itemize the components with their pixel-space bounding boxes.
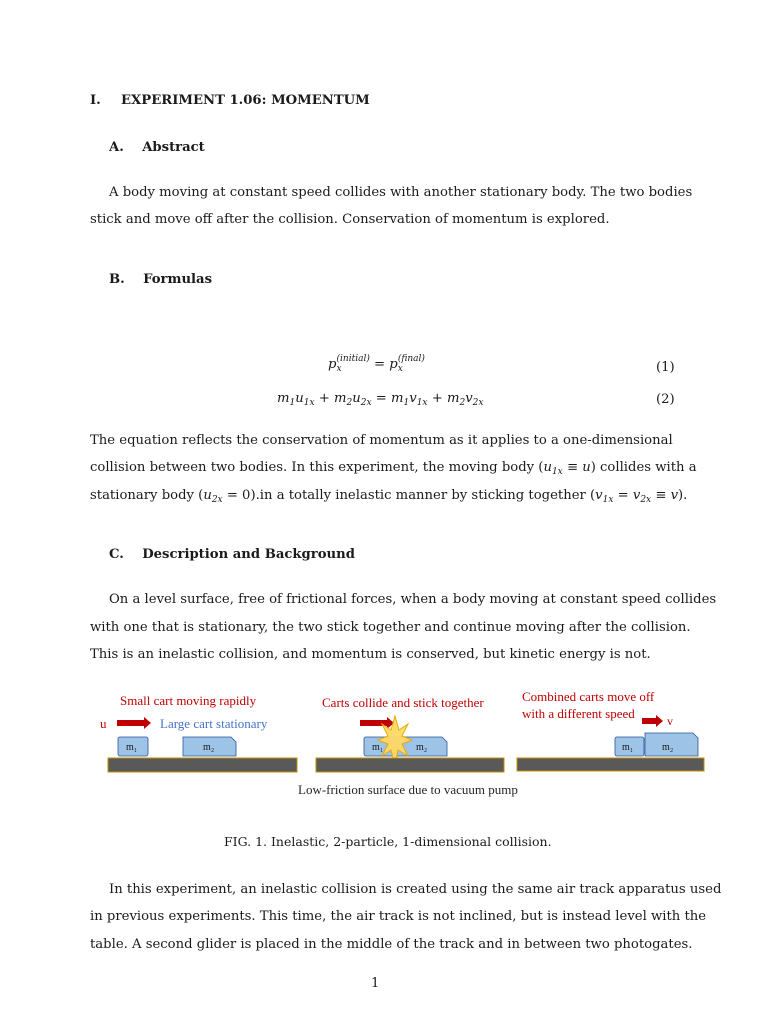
- label-v: v: [667, 714, 673, 728]
- equation-2: $m_1u_{1x} + m_2u_{2x} = m_1v_{1x} + m_2v_{2x}$: [277, 391, 484, 408]
- experiment-line-1: In this experiment, an inelastic collision is created using the same air track apparatus used: [109, 882, 722, 897]
- label-large-cart: Large cart stationary: [160, 716, 268, 731]
- equation-1-number: (1): [656, 360, 675, 375]
- label-combined-1: Combined carts move off: [522, 689, 655, 704]
- collision-figure: [100, 684, 710, 804]
- formulas-para-line-3b: ).in a totally inelastic manner by sticking together (: [250, 488, 596, 503]
- abstract-heading: A. Abstract: [109, 140, 205, 155]
- page-number: 1: [371, 976, 380, 991]
- equation-1: $p_x^{(initial)} = p_x^{(final)}$: [328, 354, 425, 374]
- figure-caption: FIG. 1. Inelastic, 2-particle, 1-dimensional collision.: [224, 834, 552, 849]
- formulas-para-line-3c: ).: [678, 488, 688, 503]
- background-line-1: On a level surface, free of frictional forces, when a body moving at constant speed collides: [109, 592, 717, 607]
- track-panel-2: [316, 758, 504, 772]
- section-title: EXPERIMENT 1.06: MOMENTUM: [121, 93, 370, 108]
- background-heading: C. Description and Background: [109, 547, 355, 562]
- cart-m1-label-panel-2: m₁: [372, 742, 384, 753]
- track-panel-3: [517, 758, 704, 771]
- background-line-3: This is an inelastic collision, and momentum is conserved, but kinetic energy is not.: [90, 647, 651, 662]
- arrow-u-icon: [117, 717, 151, 729]
- abstract-line-2: stick and move off after the collision. Conservation of momentum is explored.: [90, 212, 610, 227]
- cart-m2-label-panel-3: m₂: [662, 742, 674, 753]
- label-small-cart: Small cart moving rapidly: [120, 693, 257, 708]
- background-line-2: with one that is stationary, the two stick together and continue moving after the collision.: [90, 620, 691, 635]
- label-collide: Carts collide and stick together: [322, 695, 484, 710]
- cart-m1-label-panel-1: m₁: [126, 742, 138, 753]
- formulas-para-line-2b: ) collides with a: [590, 460, 697, 475]
- cart-m1-label-panel-3: m₁: [622, 742, 634, 753]
- formulas-para-line-3: stationary body $(u_{2x} = 0).in$ a totally inelastic manner by sticking together $(v_{1x} = v_{2x} \equiv v)$.: [90, 488, 688, 505]
- formulas-para-line-1: The equation reflects the conservation of momentum as it applies to a one-dimensional: [90, 433, 673, 448]
- track-panel-1: [108, 758, 297, 772]
- label-u: u: [100, 716, 107, 731]
- formulas-heading: B. Formulas: [109, 272, 213, 287]
- label-surface: Low-friction surface due to vacuum pump: [298, 782, 518, 797]
- abstract-line-1: A body moving at constant speed collides with another stationary body. The two bodies: [109, 185, 693, 200]
- experiment-line-2: in previous experiments. This time, the air track is not inclined, but is instead level with the: [90, 909, 707, 924]
- experiment-line-3: table. A second glider is placed in the middle of the track and in between two photogates.: [90, 937, 693, 952]
- arrow-collide-icon: [360, 717, 394, 729]
- formulas-para-line-3a: stationary body (: [90, 488, 204, 503]
- equation-2-number: (2): [656, 392, 675, 407]
- formulas-para-line-2a: collision between two bodies. In this experiment, the moving body (: [90, 460, 544, 475]
- label-combined-2: with a different speed: [522, 706, 635, 721]
- cart-m2-label-panel-2: m₂: [416, 742, 428, 753]
- section-number: I.: [90, 93, 101, 108]
- arrow-v-icon: [642, 715, 663, 727]
- cart-m2-label-panel-1: m₂: [203, 742, 215, 753]
- formulas-para-line-2: collision between two bodies. In this experiment, the moving body $(u_{1x} \equiv u)$ collides with a: [90, 460, 697, 477]
